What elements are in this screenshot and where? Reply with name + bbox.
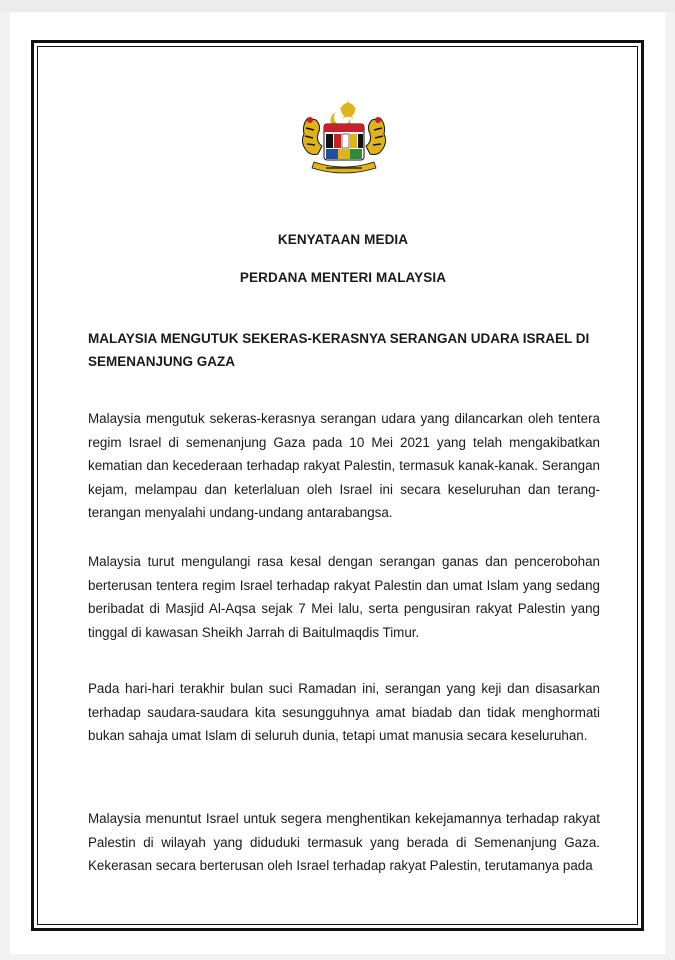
paragraph-3: Pada hari-hari terakhir bulan suci Ramadan ini, serangan yang keji dan disasarkan terhadap saudara-saudara kita sesungguhnya amat biadab dan tidak menghormati bukan sahaja umat Islam di seluruh dunia, tetapi umat manusia secara keseluruhan. (88, 681, 600, 744)
prime-minister-heading: PERDANA MENTERI MALAYSIA (239, 270, 447, 285)
media-statement-heading: KENYATAAN MEDIA (277, 232, 409, 247)
paragraph-1: Malaysia mengutuk sekeras-kerasnya serangan udara yang dilancarkan oleh tentera regim Israel di semenanjung Gaza pada 10 Mei 2021 yang telah mengakibatkan kematian dan kecederaan terhadap rakyat Palestin, termasuk kanak-kanak. Serangan kejam, melampau dan keterlaluan oleh Israel ini secara keseluruhan dan terang-terangan menyalahi undang-undang antarabangsa. (88, 411, 600, 521)
top-strip (0, 0, 675, 12)
paragraph-2: Malaysia turut mengulangi rasa kesal dengan serangan ganas dan pencerobohan berterusan tentera regim Israel terhadap rakyat Palestin dan umat Islam yang sedang beribadat di Masjid Al-Aqsa sejak 7 Mei lalu, serta pengusiran rakyat Palestin yang tinggal di kawasan Sheikh Jarrah di Baitulmaqdis Timur. (88, 554, 600, 640)
paragraph-4: Malaysia menuntut Israel untuk segera menghentikan kekejamannya terhadap rakyat Palestin di wilayah yang diduduki termasuk yang berada di Semenanjung Gaza. Kekerasan secara berterusan oleh Israel terhadap rakyat Palestin, terutamanya pada (88, 811, 600, 874)
statement-title: MALAYSIA MENGUTUK SEKERAS-KERASNYA SERANGAN UDARA ISRAEL DI SEMENANJUNG GAZA (88, 331, 590, 369)
coat-of-arms-icon (296, 98, 392, 178)
